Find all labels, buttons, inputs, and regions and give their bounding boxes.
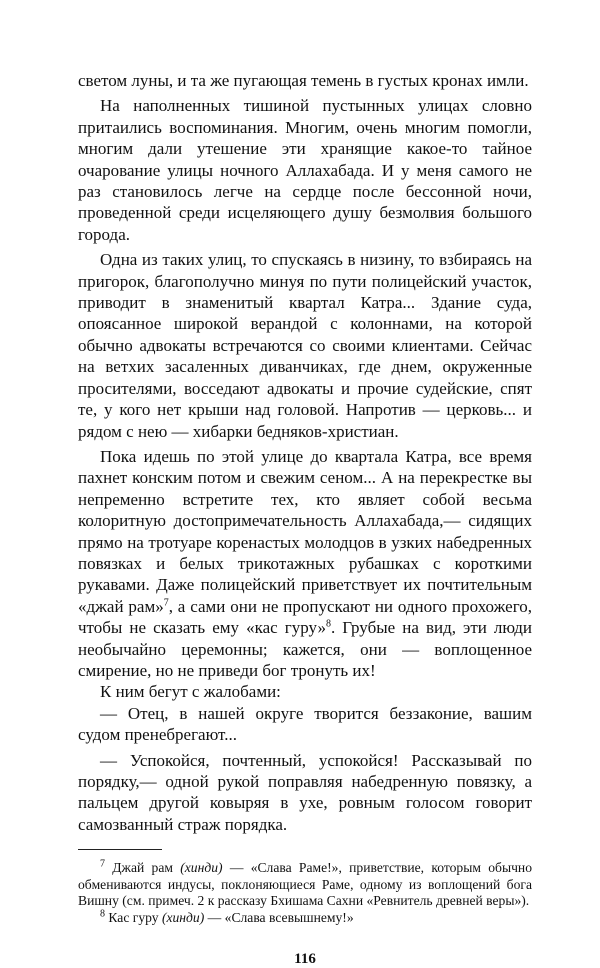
page [78, 70, 532, 968]
footnote-8-text: — «Слава всевышнему!» [204, 910, 354, 925]
page-number: 116 [294, 950, 316, 967]
paragraph-crossroads-part-a: Пока идешь по этой улице до квартала Катра, все время пахнет конским потом и свежим сеном... А на перекрестке вы непременно встретите тех, кто являет собой весьма колоритную достопримечательность Аллахабада,— сидящих прямо на тротуаре коренастых молодцов в узких набедренных повязках и белых трикотажных рубашках с короткими рукавами. Даже полицейский приветствует их почтительным «джай рам» [78, 446, 532, 616]
paragraph-continuation: светом луны, и та же пугающая темень в густых кронах имли. [78, 71, 529, 90]
footnote-8-term: Кас гуру [105, 910, 162, 925]
footnote-7-mark: 7 [100, 858, 105, 870]
footnote-7-language: (хинди) [180, 860, 223, 876]
footnote-8-language: (хинди) [161, 910, 205, 925]
paragraph-katra-street: Одна из таких улиц, то спускаясь в низину, то взбираясь на пригорок, благополучно минуя по пути полицейский участок, приводит в знаменитый квартал Катра... Здание суда, опоясанное широкой верандой с колоннами, на которой обычно адвокаты встречаются со своими клиентами. Сейчас на ветхих засаленных диванчиках, где днем, окруженные просителями, восседают адвокаты и прочие судейские, спят те, у кого нет крыши над головой. Напротив — церковь... и рядом с нею — хибарки бедняков-христиан. [78, 250, 532, 441]
paragraph-complaints: К ним бегут с жалобами: [100, 682, 281, 702]
footnote-7 [78, 860, 532, 910]
paragraph-crossroads [78, 446, 532, 681]
footnote-ref-7[interactable]: 7 [163, 597, 169, 609]
footnote-7-term: Джай рам [105, 860, 181, 876]
footnote-8-mark: 8 [100, 908, 105, 920]
dialogue-line-2: — Успокойся, почтенный, успокойся! Рассказывай по порядку,— одной рукой поправляя набедренную повязку, а пальцем другой ковыряя в ухе, ровным голосом говорит самозванный страж порядка. [78, 750, 532, 834]
footnote-8 [78, 910, 532, 927]
footnote-ref-8[interactable]: 8 [325, 618, 331, 630]
paragraph-crossroads-part-c: . Грубые на вид, эти люди необычайно церемонны; кажется, они — воплощенное смирение, но не приведи бог тронуть их! [78, 618, 532, 680]
paragraph-memories: На наполненных тишиной пустынных улицах словно притаились воспоминания. Многим, очень многим помогли, многим дали утешение эти хранящие какое-то тайное очарование улицы ночного Аллахабада. И у меня самого не раз становилось легче на сердце после бессонной ночи, проведенной среди исцеляющего душу безмолвия большого города. [78, 96, 532, 244]
footnote-divider [78, 849, 162, 850]
footnote-7-text: — «Слава Раме!», приветствие, которым обычно обмениваются индусы, поклоняющиеся Раме, одному из воплощений бога Вишну (см. примеч. 2 к рассказу Бхишама Сахни «Ревнитель древней веры»). [78, 860, 532, 909]
paragraph-crossroads-part-b: , а сами они не пропускают ни одного прохожего, чтобы не сказать ему «кас гуру» [78, 596, 533, 638]
dialogue-line-1: — Отец, в нашей округе творится беззаконие, вашим судом пренебрегают... [78, 703, 532, 745]
